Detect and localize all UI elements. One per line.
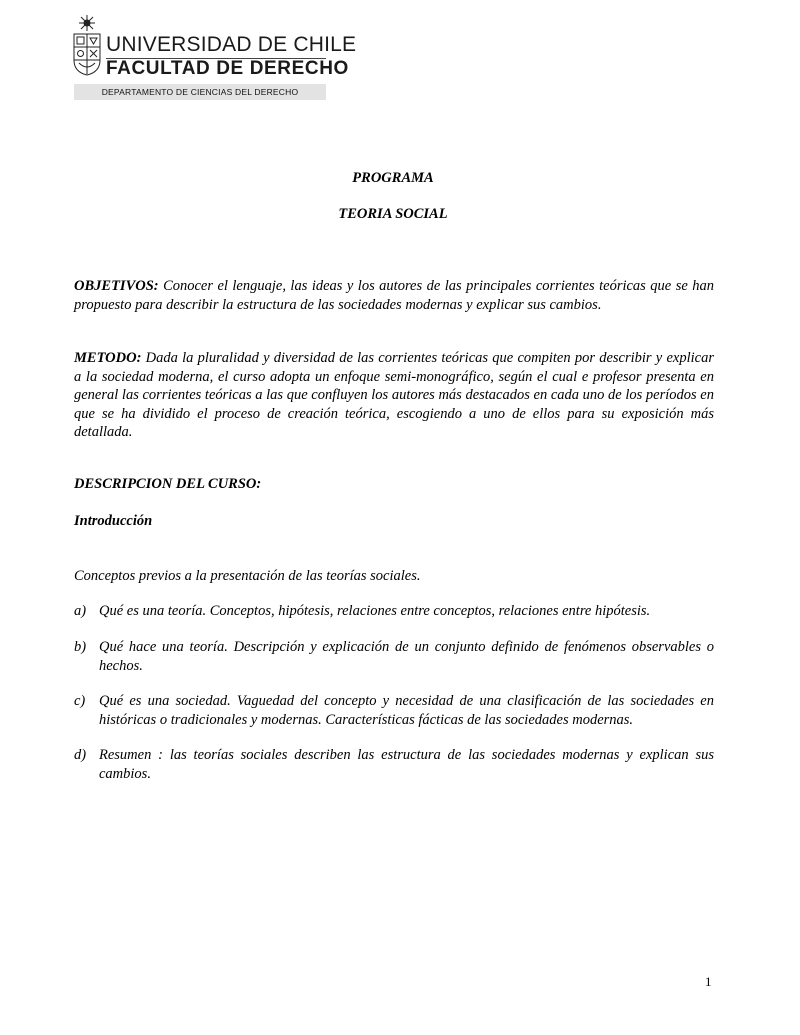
page-number: 1 xyxy=(705,974,712,989)
department-name: DEPARTAMENTO DE CIENCIAS DEL DERECHO xyxy=(74,84,326,100)
list-item-marker: c) xyxy=(74,693,86,709)
university-name: UNIVERSIDAD DE CHILE xyxy=(106,33,357,56)
program-title: PROGRAMA xyxy=(352,170,434,186)
list-item-marker: a) xyxy=(74,603,87,619)
intro-text-content: Conceptos previos a la presentación de las teorías sociales. xyxy=(74,568,421,584)
descripcion-heading: DESCRIPCION DEL CURSO: xyxy=(74,476,262,492)
letterhead xyxy=(72,14,357,100)
list-item-text: Qué es una teoría. Conceptos, hipótesis, relaciones entre conceptos, relaciones entre hipótesis. xyxy=(99,603,651,619)
university-crest-icon xyxy=(72,14,102,76)
list-item-text: Resumen : las teorías sociales describen las estructura de las sociedades modernas y explican sus cambios. xyxy=(99,747,714,782)
intro-text xyxy=(74,567,714,586)
metodo-text: Dada la pluralidad y diversidad de las corrientes teóricas que compiten por describir y explicar a la sociedad moderna, el curso adopta un enfoque semi-monográfico, según el cual e profesor presenta en general las corrientes teóricas a las que confluyen los autores más destacados en cada uno de los períodos en que se ha dividido el proceso de creación teórica, escogiendo a uno de ellos para su exposición más detallada. xyxy=(74,350,714,440)
faculty-name: FACULTAD DE DERECHO xyxy=(106,58,349,79)
metodo-paragraph xyxy=(74,349,714,442)
objetivos-label: OBJETIVOS: xyxy=(74,278,159,294)
list-item xyxy=(74,638,714,675)
list-item-marker: b) xyxy=(74,639,87,655)
list-item xyxy=(74,746,714,783)
objetivos-text: Conocer el lenguaje, las ideas y los autores de las principales corrientes teóricas que se han propuesto para describir la estructura de las sociedades modernas y explicar sus cambios. xyxy=(74,278,714,313)
objetivos-paragraph xyxy=(74,277,714,314)
metodo-label: METODO: xyxy=(74,350,142,366)
list-item-marker: d) xyxy=(74,747,87,763)
list-item xyxy=(74,692,714,729)
list-item xyxy=(74,602,714,621)
course-title: TEORIA SOCIAL xyxy=(338,206,448,222)
list-item-text: Qué es una sociedad. Vaguedad del concepto y necesidad de una clasificación de las sociedades en históricas o tradicionales y modernas. Características fácticas de las sociedades modernas. xyxy=(99,693,714,728)
introduccion-subheading: Introducción xyxy=(74,513,153,529)
list-item-text: Qué hace una teoría. Descripción y explicación de un conjunto definido de fenómenos observables o hechos. xyxy=(99,639,714,674)
